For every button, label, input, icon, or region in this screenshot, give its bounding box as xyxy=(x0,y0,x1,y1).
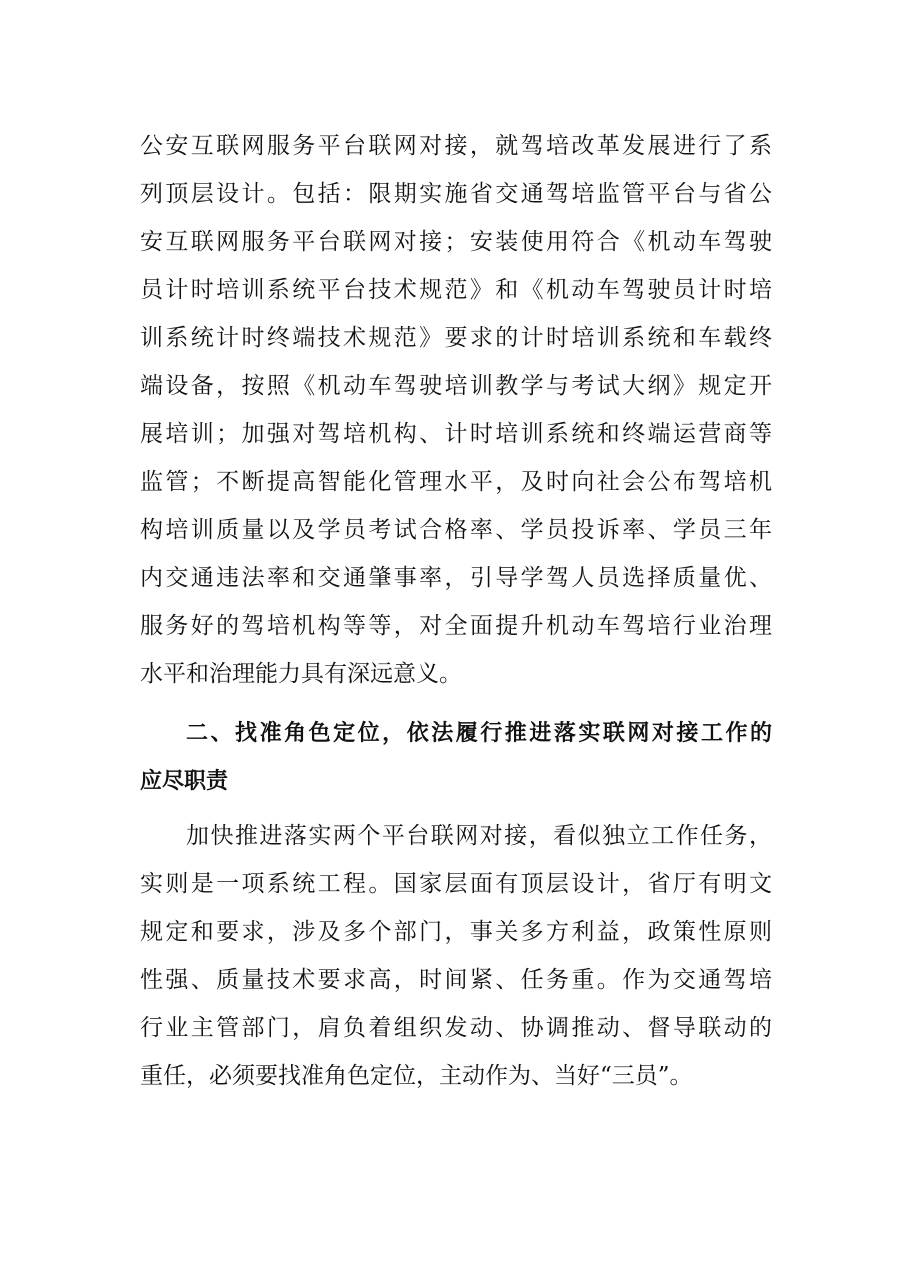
text-line: 员计时培训系统平台技术规范》和《机动车驾驶员计时培 xyxy=(140,277,772,303)
text-line: 服务好的驾培机构等等，对全面提升机动车驾培行业治理 xyxy=(140,613,772,639)
text-line: 实则是一项系统工程。国家层面有顶层设计，省厅有明文 xyxy=(140,871,772,897)
paragraph-platform-integration xyxy=(140,812,772,1100)
text-line: 规定和要求，涉及多个部门，事关多方利益，政策性原则 xyxy=(140,919,772,945)
text-line: 展培训；加强对驾培机构、计时培训系统和终端运营商等 xyxy=(140,421,772,447)
text-line: 安互联网服务平台联网对接；安装使用符合《机动车驾驶 xyxy=(140,229,772,255)
paragraph-drive-training-reform xyxy=(140,122,772,698)
heading-line: 二、找准角色定位，依法履行推进落实联网对接工作的 xyxy=(186,721,772,746)
text-line: 性强、质量技术要求高，时间紧、任务重。作为交通驾培 xyxy=(140,967,772,993)
text-line: 端设备，按照《机动车驾驶培训教学与考试大纲》规定开 xyxy=(140,373,772,399)
text-line: 列顶层设计。包括：限期实施省交通驾培监管平台与省公 xyxy=(140,181,772,207)
text-line: 加快推进落实两个平台联网对接，看似独立工作任务， xyxy=(186,823,772,849)
text-line: 监管；不断提高智能化管理水平，及时向社会公布驾培机 xyxy=(140,469,772,495)
heading-line: 应尽职责 xyxy=(140,769,229,794)
text-line: 构培训质量以及学员考试合格率、学员投诉率、学员三年 xyxy=(140,517,772,543)
text-line: 内交通违法率和交通肇事率，引导学驾人员选择质量优、 xyxy=(140,565,772,591)
text-line: 训系统计时终端技术规范》要求的计时培训系统和车载终 xyxy=(140,325,772,351)
text-line: 公安互联网服务平台联网对接，就驾培改革发展进行了系 xyxy=(140,133,772,159)
document-page xyxy=(140,122,772,1100)
text-line: 行业主管部门，肩负着组织发动、协调推动、督导联动的 xyxy=(140,1015,772,1041)
text-line: 重任，必须要找准角色定位，主动作为、当好“三员”。 xyxy=(140,1063,693,1089)
section-heading-2 xyxy=(140,710,772,806)
text-line: 水平和治理能力具有深远意义。 xyxy=(140,661,462,687)
